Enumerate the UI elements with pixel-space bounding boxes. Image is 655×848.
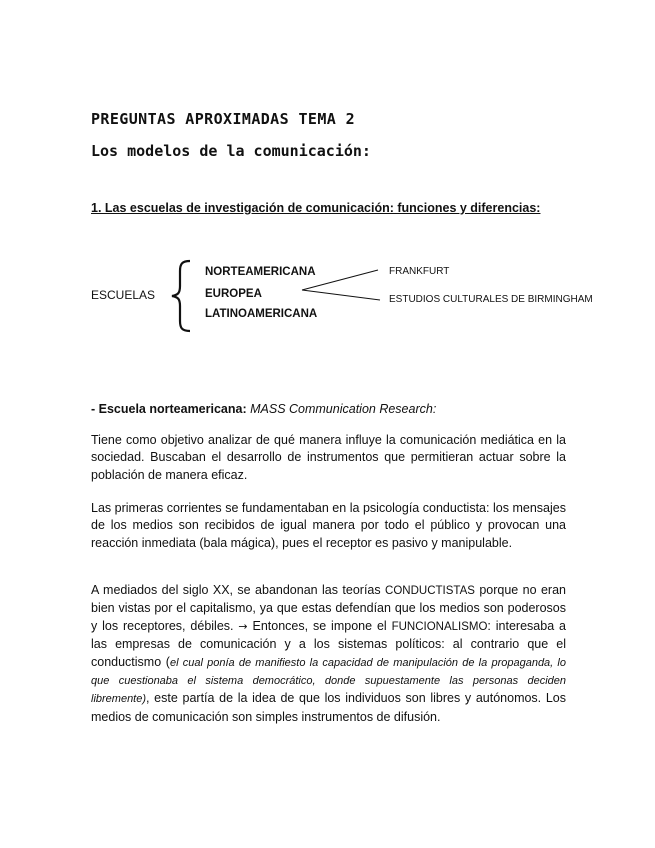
p3-funcionalismo: FUNCIONALISMO xyxy=(391,620,488,633)
branch-frankfurt: FRANKFURT xyxy=(389,266,450,277)
paragraph-3 xyxy=(91,582,566,726)
p3-text-c: porque no eran bien vistas por el capitalismo, ya que estas defendían que los medios son poderosos y los receptores, débiles. xyxy=(91,583,566,633)
section-heading-italic: MASS Communication Research: xyxy=(250,402,437,416)
p3-text-a: A mediados del siglo XX, se abandonan las teorías xyxy=(91,583,386,597)
school-latinamerican: LATINOAMERICANA xyxy=(205,308,318,320)
question-heading: 1. Las escuelas de investigación de comunicación: funciones y diferencias: xyxy=(91,201,541,215)
page-subtitle: Los modelos de la comunicación: xyxy=(91,142,371,160)
paragraph-2: Las primeras corrientes se fundamentaban en la psicología conductista: los mensajes de los medios son recibidos de igual manera por todo el público y provocan una reacción inmediata (bala mágica), pues el receptor es pasivo y manipulable. xyxy=(91,501,566,550)
diagram-label: ESCUELAS xyxy=(91,288,156,302)
school-northamerican: NORTEAMERICANA xyxy=(205,266,316,278)
branch-line-birmingham xyxy=(302,290,380,300)
p3-italic-aside: el cual ponía de manifiesto la capacidad de manipulación de la propaganda, lo que cuestionaba el sistema democrático, donde supuestamente las personas deciden libremente) xyxy=(91,656,566,706)
arrow-icon: → xyxy=(238,619,248,633)
curly-brace xyxy=(168,258,208,334)
p3-conductistas: CONDUCTISTAS xyxy=(385,585,475,597)
p3-text-d: Entonces, se impone el xyxy=(247,618,392,633)
school-european: EUROPEA xyxy=(205,288,262,300)
branch-line-frankfurt xyxy=(302,270,378,290)
branch-birmingham: ESTUDIOS CULTURALES DE BIRMINGHAM xyxy=(389,294,593,305)
section-heading-bold: - Escuela norteamericana: xyxy=(91,402,247,416)
p3-text-h: , este partía de la idea de que los individuos son libres y autónomos. Los medios de comunicación son simples instrumentos de difusión. xyxy=(91,691,566,724)
page-title: PREGUNTAS APROXIMADAS TEMA 2 xyxy=(91,110,356,128)
brace-path xyxy=(172,261,190,331)
p3-text-f: : interesaba a las empresas de comunicación y a los sistemas políticos: al contrario que el conductismo ( xyxy=(91,618,566,669)
branch-lines xyxy=(300,265,390,305)
section-heading xyxy=(91,402,436,416)
paragraph-1: Tiene como objetivo analizar de qué manera influye la comunicación mediática en la sociedad. Buscaban el desarrollo de instrumentos que permitieran actuar sobre la población de manera eficaz. xyxy=(91,433,566,482)
